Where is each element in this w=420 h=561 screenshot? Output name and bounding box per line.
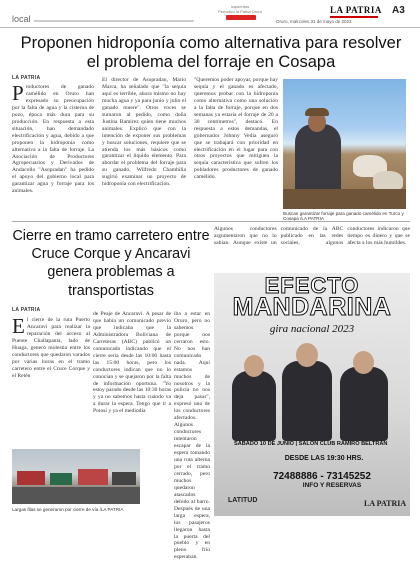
ad-band-member-face — [353, 351, 374, 374]
youtube-icon — [226, 15, 256, 20]
issue-date: Oruro, miércoles 31 de mayo de 2023 — [276, 19, 352, 24]
photo-ground — [283, 189, 406, 209]
ad-event-time: DESDE LAS 19:30 HRS. — [284, 455, 364, 462]
article2-column-1 — [12, 314, 90, 380]
photo-road — [12, 487, 140, 504]
header-center-line1: Izquierdas — [230, 4, 250, 9]
masthead-logo: LA PATRIA — [330, 5, 382, 15]
ad-title-line1: EFECTO — [264, 273, 360, 298]
article2-column-3: iba a estar en Oruro, pero no sabemos porque nos cerraron esto. No nos han comunicado nada. Aquí estamos muchos de nosotros y la policía no nos deja pasar", expresó uno de los conductores afectados. Algunos conductores intentaron escapar de la espera tomando una ruta alterna por el tramo cerrado, pero muchos quedaron atascados debido al barro. Después de una larga espera, los pasajeros llegaron hasta la puerta del pueblo y en pleno frío esperaban. — [174, 311, 210, 561]
ad-band-member-face — [296, 343, 318, 367]
concert-advertisement — [214, 273, 410, 516]
ad-phone-numbers: 72488886 - 73145252 — [273, 471, 371, 482]
article2-dropcap: E — [12, 314, 25, 338]
ad-tour-label: gira nacional 2023 — [269, 323, 355, 335]
section-divider — [12, 221, 410, 222]
photo-truck — [17, 471, 45, 485]
article1-headline: Proponen hidroponía como alternativa para resolver el problema del forraje en Cosapa — [20, 34, 402, 71]
page-number: A3 — [392, 5, 405, 16]
header-center-line2: Periodico la Patria Oruro — [218, 9, 262, 14]
ad-band-member — [340, 367, 388, 441]
ad-event-venue: SÁBADO 10 DE JUNIO | SALÓN CLUB RAMIRO BELTRÁN — [234, 441, 388, 447]
article2-column-1-text: l cierre de la ruta Puerto Ancaravi para realizar la reparación del acceso al Puente Challapanta, lado de Huaga, generó molestia entre los conductores que quedaron varados por varias horas en el tramo carretero entre el Cruce Corque y el Retén — [12, 317, 90, 379]
article1-column-3: "Queremos poder apoyar, porque hay sequía y el ganado es afectado, queremos probar con la hidroponía como alternativa como una solución a la falta de forraje, porque en dos semanas ya estaría el forraje de 20 a 30 centímetros", destacó. En respuesta a estos demandas, el gobernador Johnny Vedia aseguró que se trabajará con prioridad en electrificación en el lugar para con otros proyectos que mitiguen la sequía característica que sufren los pobladores productores de ganado camélido. — [194, 77, 278, 181]
photo-truck — [112, 472, 136, 485]
ad-sponsor-logo: LA PATRIA — [364, 499, 407, 508]
header-center — [200, 4, 280, 14]
ad-band-member-face — [244, 355, 264, 377]
section-label: local — [12, 14, 31, 24]
article1-kicker: LA PATRIA — [12, 75, 41, 81]
photo-truck — [50, 473, 72, 485]
article1-column-2: El director de Asopradan, Mario Marca, ha señalado que "la sequía aquí es terrible, ahora mismo no hay mucha agua y ya para junio y julio el ganado muere". Otros voces se sumaron al pedido, como doña Justina Ramírez quien tiene muchos animales. Explicó que con la intención de exponer sus problemas y buscar soluciones, requiere que se atienda los más básicos como garantizar el líquido elemento. Para abordar el problema del forraje para su ganado, Wilfredo Chambilla sugirió examinar un proyecto de hidroponía con electrificación. — [102, 77, 186, 188]
page-header — [0, 0, 420, 28]
ad-sponsor-logo: LATITUD — [228, 497, 258, 504]
article2-photo — [12, 449, 140, 504]
article1-photo-caption — [283, 211, 413, 221]
article2-column-2: de Peaje de Ancaravi. A pesar de que había un comunicado previo que indicaba que la Administradora Boliviana de Carreteras (ABC) publicó un comunicado indicando que el cierre sería desde las 10:00 hasta las 15:00 horas, pero los conductores indican que no lo conocían y se quejaron por la falta de información oportuna. "Yo estoy parado desde las 10:30 horas y ya no sabemos hasta cuándo va a durar la espera. Tengo que ir a Potosí y ya el mediodía — [93, 311, 171, 415]
article1-dropcap: P — [12, 81, 24, 105]
ad-band-member — [282, 361, 332, 441]
article1-photo — [283, 79, 406, 209]
ad-info-label: INFO Y RESERVAS — [302, 482, 362, 489]
article2-caption-credit: /LA PATRIA — [99, 507, 124, 512]
photo-person-hat — [305, 108, 329, 116]
masthead-rule — [330, 16, 378, 18]
article2-kicker: LA PATRIA — [12, 307, 41, 313]
ad-title-line2: MANDARINA — [232, 293, 392, 321]
article2-headline: Cierre en tramo carretero entre Cruce Corque y Ancaravi genera problemas a transportistas — [12, 228, 210, 299]
article1-column-1 — [12, 81, 94, 195]
article1-caption-text: Buscan garantizar forraje para ganado camélido en Turco y Cosapa — [283, 211, 404, 221]
article1-column-1-text: roductores de ganado camélido en Oruro han expresado su preocupación por la falta de agua y la cisterna de pozo, época más dura para su producción. En respuesta a esta situación, han demandado electrificación y agua, debido a que proponen la hidroponía como alternativa a la falta de forraje. La Asociación de Productores Agropecuarios y Derivados de Andacollo "Asopradan" ha pedido el apoyo del gobierno local para garantizar agua y forraje para los animales. — [12, 84, 94, 195]
photo-truck — [78, 469, 108, 485]
article2-caption-text: Largas filas se generaron por cierre de vía — [12, 507, 99, 512]
ad-band-member — [232, 371, 276, 441]
article1-caption-credit: /LA PATRIA — [300, 216, 324, 221]
article2-column-4: Algunos conductores argumentaron que no lo sabían. Aunque existe un comunicado de la ABC publicado en las redes sociales, algunos conductores indicaron que tiempo es dinero y que se afecta a los más humildes. — [214, 226, 410, 246]
article2-photo-caption — [12, 507, 152, 512]
section-rule — [34, 20, 194, 22]
photo-llama — [373, 171, 403, 191]
